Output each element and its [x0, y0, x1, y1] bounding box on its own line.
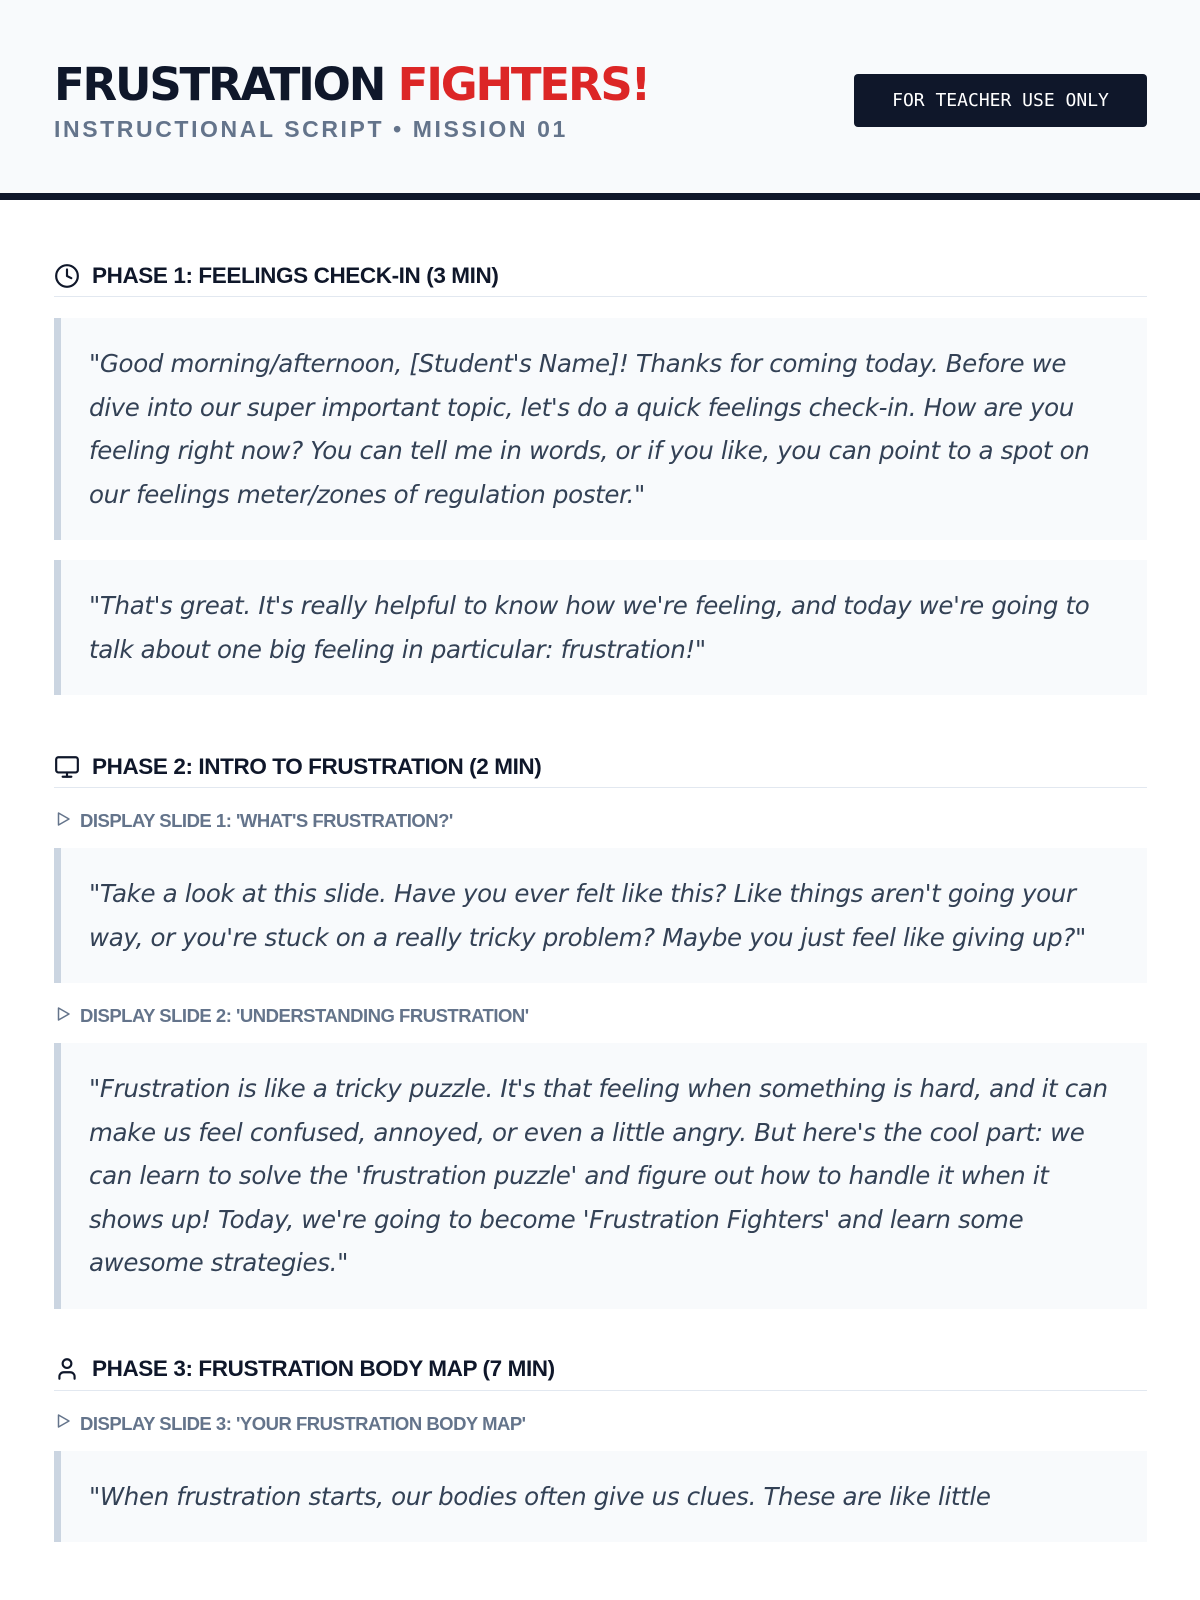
title-part-2: FIGHTERS!: [397, 58, 649, 111]
script-block: "Take a look at this slide. Have you ever felt like this? Like things aren't going your way, or you're stuck on a really tricky problem? Maybe you just feel like giving up?": [54, 848, 1147, 983]
phase-heading: [54, 257, 1147, 297]
title-part-1: FRUSTRATION: [54, 58, 385, 111]
slide-cue-label: DISPLAY SLIDE 2: 'UNDERSTANDING FRUSTRATION': [80, 1005, 529, 1026]
play-icon: [54, 810, 72, 833]
phase-title: PHASE 1: FEELINGS CHECK-IN (3 MIN): [92, 262, 499, 288]
phase-heading: [54, 748, 1147, 788]
play-icon: [54, 1005, 72, 1028]
page-header: [0, 0, 1200, 200]
phase-2-section: [54, 695, 1147, 1309]
phase-title: PHASE 3: FRUSTRATION BODY MAP (7 MIN): [92, 1356, 555, 1381]
teacher-only-badge: FOR TEACHER USE ONLY: [854, 74, 1147, 127]
phase-1-section: [54, 200, 1147, 695]
slide-cue-label: DISPLAY SLIDE 3: 'YOUR FRUSTRATION BODY MAP': [80, 1412, 526, 1434]
slide-cue: [54, 1003, 1147, 1029]
play-icon: [54, 1412, 72, 1435]
phase-3-section: [54, 1309, 1147, 1543]
monitor-icon: [54, 754, 80, 780]
slide-cue-label: DISPLAY SLIDE 1: 'WHAT'S FRUSTRATION?': [80, 810, 453, 831]
slide-cue: [54, 808, 1147, 834]
user-icon: [54, 1356, 80, 1382]
page-title: [54, 57, 649, 113]
clock-icon: [54, 263, 80, 289]
slide-cue: [54, 1411, 1147, 1437]
script-block: "When frustration starts, our bodies often give us clues. These are like little: [54, 1451, 1147, 1543]
phase-heading: [54, 1351, 1147, 1391]
script-block: "Frustration is like a tricky puzzle. It's that feeling when something is hard, and it can make us feel confused, annoyed, or even a little angry. But here's the cool part: we can learn to solve the 'frustration puzzle' and figure out how to handle it when it shows up! Today, we're going to become 'Frustration Fighters' and learn some awesome strategies.": [54, 1043, 1147, 1309]
script-block: "That's great. It's really helpful to know how we're feeling, and today we're going to talk about one big feeling in particular: frustration!": [54, 560, 1147, 695]
page-subtitle: INSTRUCTIONAL SCRIPT • MISSION 01: [54, 116, 568, 142]
phase-title: PHASE 2: INTRO TO FRUSTRATION (2 MIN): [92, 753, 542, 779]
script-block: "Good morning/afternoon, [Student's Name]! Thanks for coming today. Before we dive into our super important topic, let's do a quick feelings check-in. How are you feeling right now? You can tell me in words, or if you like, you can point to a spot on our feelings meter/zones of regulation poster.": [54, 318, 1147, 540]
script-content: [0, 200, 1200, 1542]
